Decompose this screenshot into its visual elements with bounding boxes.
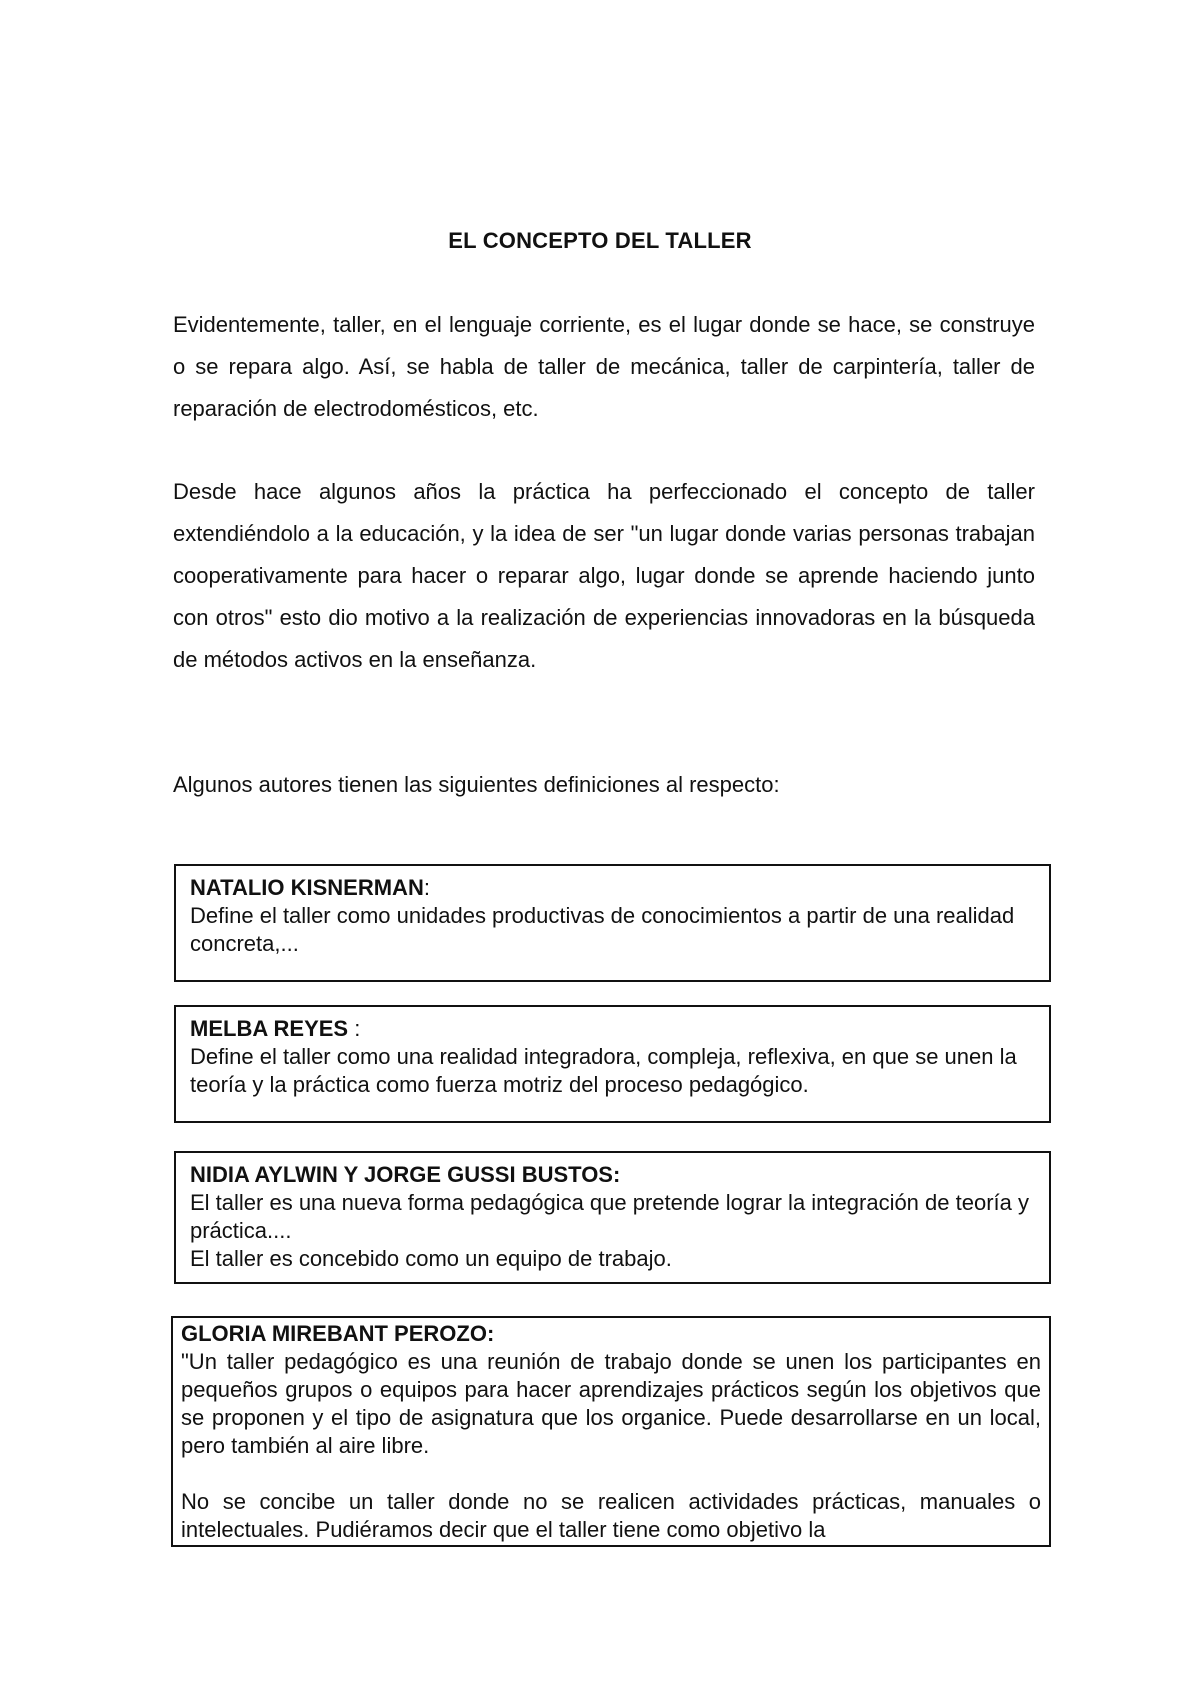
author-name: MELBA REYES bbox=[190, 1016, 349, 1041]
author-name: NIDIA AYLWIN Y JORGE GUSSI BUSTOS: bbox=[190, 1162, 621, 1187]
author-name: GLORIA MIREBANT PEROZO: bbox=[181, 1321, 495, 1346]
page-title: EL CONCEPTO DEL TALLER bbox=[448, 228, 752, 253]
definition-box-kisnerman bbox=[174, 864, 1051, 982]
definition-text: "Un taller pedagógico es una reunión de trabajo donde se unen los participantes en pequeños grupos o equipos para hacer aprendizajes prácticos según los objetivos que se proponen y el tipo de asignatura que los organice. Puede desarrollarse en un local, pero también al aire libre. bbox=[181, 1349, 1041, 1458]
definition-text: No se concibe un taller donde no se realicen actividades prácticas, manuales o intelectuales. Pudiéramos decir que el taller tiene como objetivo la bbox=[181, 1489, 1041, 1542]
author-suffix: : bbox=[423, 875, 430, 900]
definition-box-mirebant bbox=[171, 1316, 1051, 1547]
definition-text: El taller es una nueva forma pedagógica que pretende lograr la integración de teoría y práctica.... bbox=[190, 1190, 1029, 1243]
author-name: NATALIO KISNERMAN bbox=[190, 875, 424, 900]
definition-text: Define el taller como unidades productivas de conocimientos a partir de una realidad concreta,... bbox=[190, 903, 1015, 956]
definition-text: Define el taller como una realidad integradora, compleja, reflexiva, en que se unen la teoría y la práctica como fuerza motriz del proceso pedagógico. bbox=[190, 1044, 1017, 1097]
author-suffix: : bbox=[348, 1016, 361, 1041]
paragraph-authors-intro: Algunos autores tienen las siguientes definiciones al respecto: bbox=[173, 772, 780, 797]
paragraph-taller-education: Desde hace algunos años la práctica ha perfeccionado el concepto de taller extendiéndolo a la educación, y la idea de ser "un lugar donde varias personas trabajan cooperativamente para hacer o reparar algo, lugar donde se aprende haciendo junto con otros" esto dio motivo a la realización de experiencias innovadoras en la búsqueda de métodos activos en la enseñanza. bbox=[173, 479, 1035, 672]
paragraph-gap bbox=[181, 1460, 1041, 1488]
definition-box-aylwin-gussi bbox=[174, 1151, 1051, 1284]
paragraph-taller-definition: Evidentemente, taller, en el lenguaje corriente, es el lugar donde se hace, se construye o se repara algo. Así, se habla de taller de mecánica, taller de carpintería, taller de reparación de electrodomésticos, etc. bbox=[173, 312, 1035, 421]
definition-text: El taller es concebido como un equipo de trabajo. bbox=[190, 1246, 672, 1271]
definition-box-reyes bbox=[174, 1005, 1051, 1123]
